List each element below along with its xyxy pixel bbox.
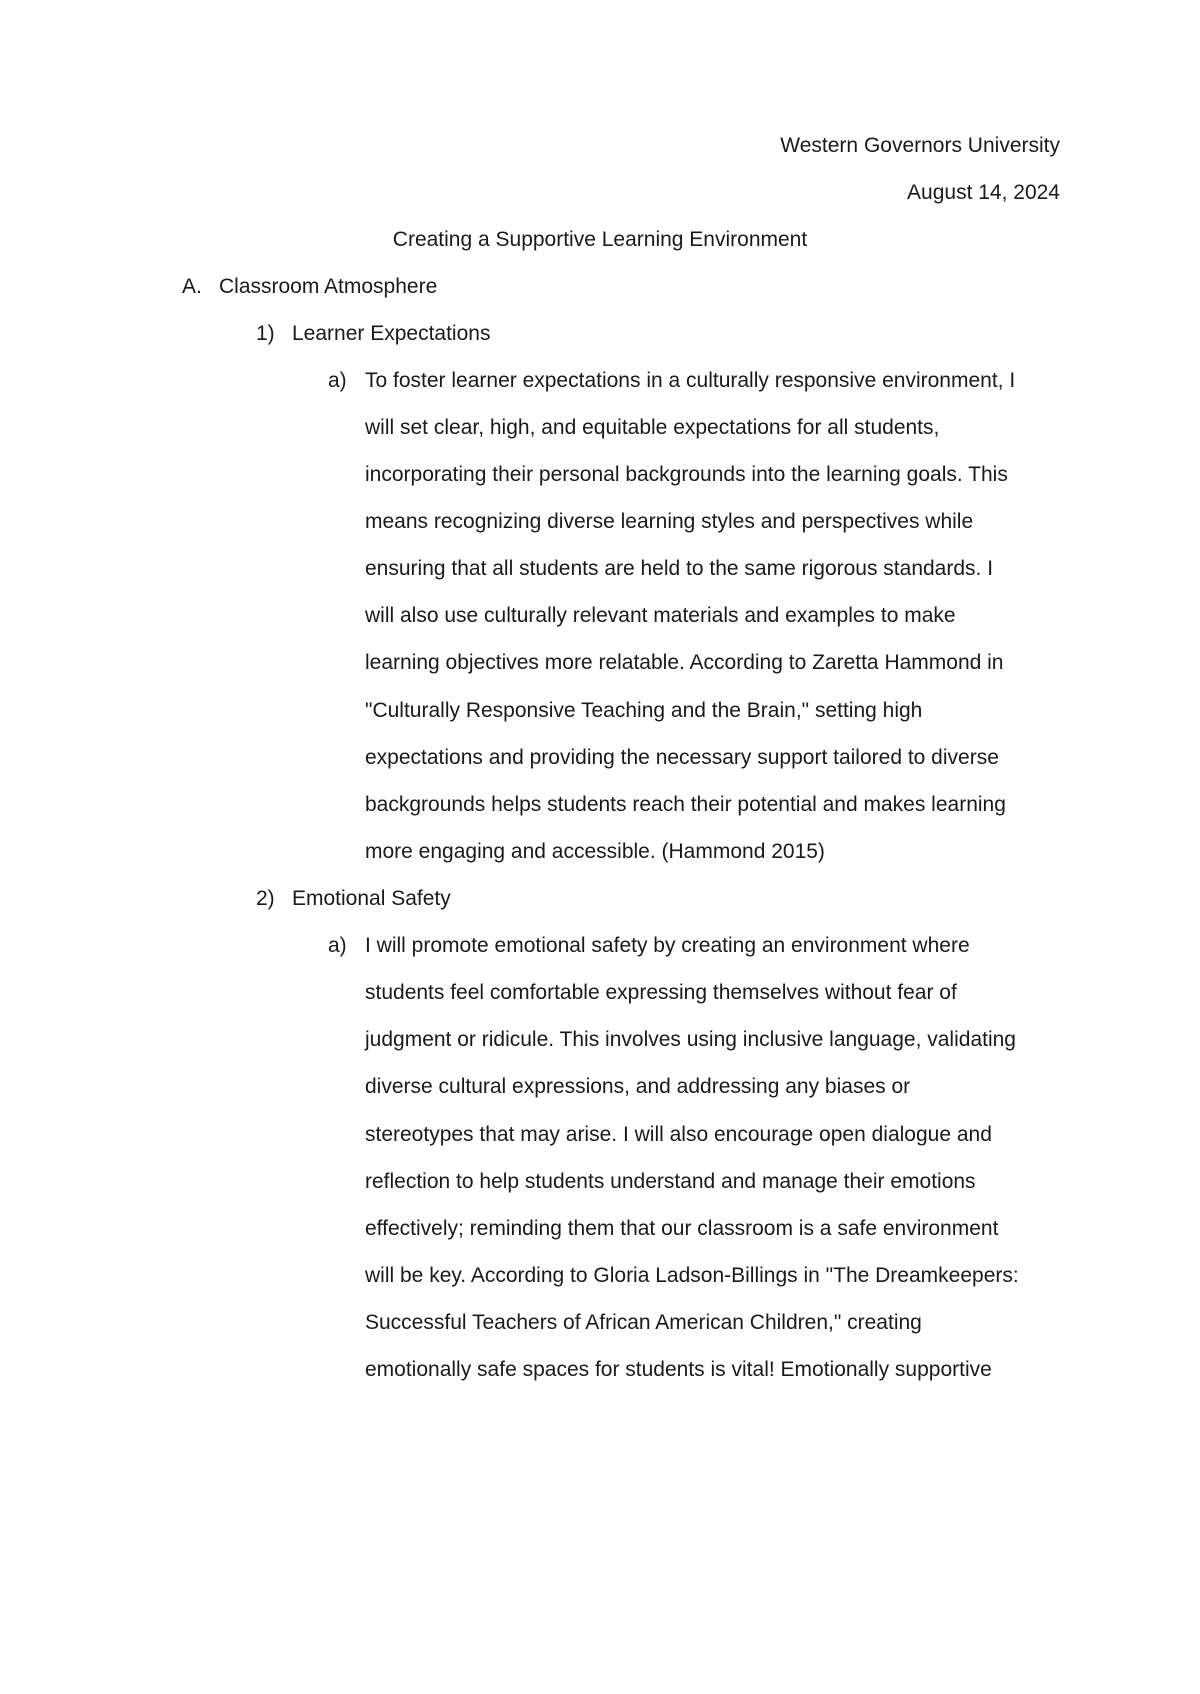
paragraph-line: effectively; reminding them that our classroom is a safe environment	[365, 1217, 999, 1240]
paragraph-line: more engaging and accessible. (Hammond 2015)	[365, 840, 825, 863]
subsection-heading: Learner Expectations	[292, 322, 491, 345]
section-heading: Classroom Atmosphere	[219, 275, 438, 298]
document-title: Creating a Supportive Learning Environment	[392, 228, 808, 251]
paragraph-line: ensuring that all students are held to the same rigorous standards. I	[365, 557, 994, 580]
paragraph-line: learning objectives more relatable. According to Zaretta Hammond in	[365, 651, 1004, 674]
paragraph-line: backgrounds helps students reach their potential and makes learning	[365, 793, 1006, 816]
paragraph-line: judgment or ridicule. This involves using inclusive language, validating	[365, 1028, 1016, 1051]
paragraph-line: To foster learner expectations in a culturally responsive environment, I	[365, 369, 1016, 392]
item-marker: a)	[328, 369, 347, 392]
paragraph-line: means recognizing diverse learning styles and perspectives while	[365, 510, 974, 533]
paragraph-line: will be key. According to Gloria Ladson-Billings in "The Dreamkeepers:	[365, 1264, 1019, 1287]
paragraph-line: diverse cultural expressions, and addressing any biases or	[365, 1075, 911, 1098]
paragraph-line: incorporating their personal backgrounds into the learning goals. This	[365, 463, 1008, 486]
subsection-heading: Emotional Safety	[292, 887, 451, 910]
paragraph-line: will also use culturally relevant materials and examples to make	[365, 604, 956, 627]
subsection-marker: 2)	[256, 887, 275, 910]
paragraph-line: will set clear, high, and equitable expectations for all students,	[365, 416, 940, 439]
header-institution: Western Governors University	[780, 134, 1060, 157]
paragraph-line: Successful Teachers of African American Children," creating	[365, 1311, 922, 1334]
paragraph-line: reflection to help students understand and manage their emotions	[365, 1170, 976, 1193]
paragraph-line: stereotypes that may arise. I will also encourage open dialogue and	[365, 1123, 992, 1146]
subsection-marker: 1)	[256, 322, 275, 345]
section-marker: A.	[182, 275, 202, 298]
header-date: August 14, 2024	[907, 181, 1060, 204]
paragraph-line: emotionally safe spaces for students is vital! Emotionally supportive	[365, 1358, 992, 1381]
paragraph-line: "Culturally Responsive Teaching and the Brain," setting high	[365, 699, 923, 722]
paragraph-line: I will promote emotional safety by creating an environment where	[365, 934, 970, 957]
paragraph-line: students feel comfortable expressing themselves without fear of	[365, 981, 957, 1004]
item-marker: a)	[328, 934, 347, 957]
paragraph-line: expectations and providing the necessary support tailored to diverse	[365, 746, 999, 769]
